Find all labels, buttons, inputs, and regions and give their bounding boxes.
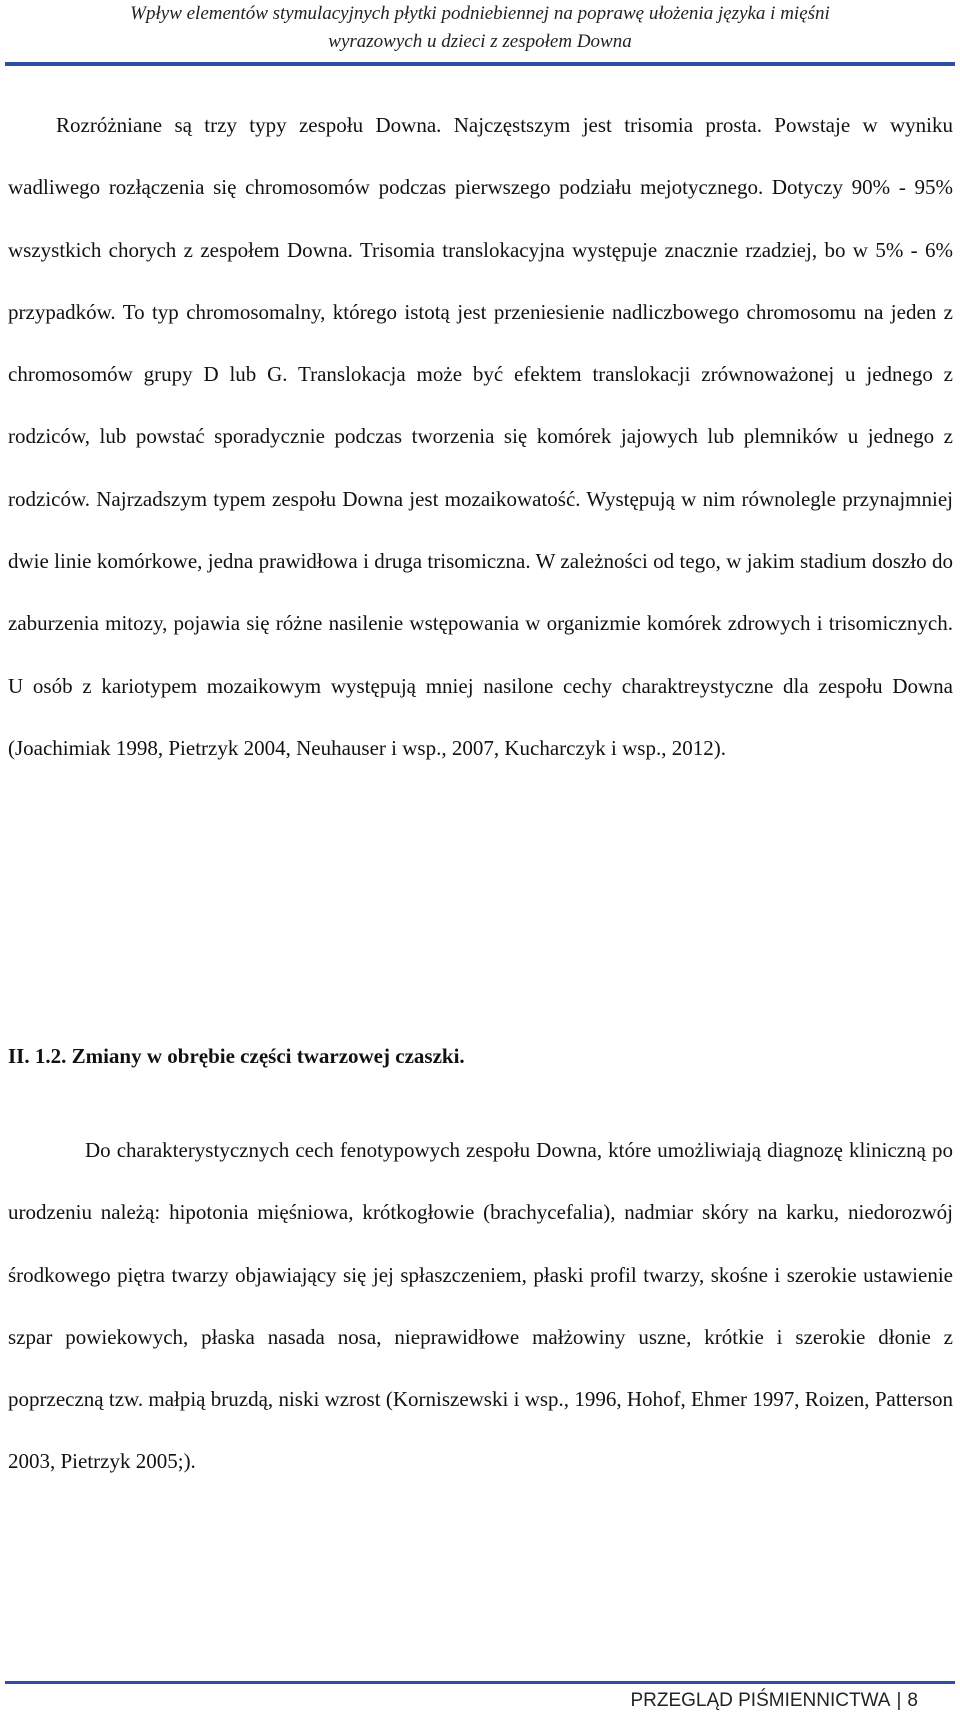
page-number: 8	[907, 1690, 918, 1711]
paragraph-1: Rozróżniane są trzy typy zespołu Downa. Najczęstszym jest trisomia prosta. Powstaje w wyniku wadliwego rozłączenia się chromosomów podczas pierwszego podziału mejotycznego. Dotyczy 90% - 95% wszystkich chorych z zespołem Downa. Trisomia translokacyjna występuje znacznie rzadziej, bo w 5% - 6% przypadków. To typ chromosomalny, którego istotą jest przeniesienie nadliczbowego chromosomu na jeden z chromosomów grupy D lub G. Translokacja może być efektem translokacji zrównoważonej u jednego z rodziców, lub powstać sporadycznie podczas tworzenia się komórek jajowych lub plemników u jednego z rodziców. Najrzadszym typem zespołu Downa jest mozaikowatość. Występują w nim równolegle przynajmniej dwie linie komórkowe, jedna prawidłowa i druga trisomiczna. W zależności od tego, w jakim stadium doszło do zaburzenia mitozy, pojawia się różne nasilenie wstępowania w organizmie komórek zdrowych i trisomicznych. U osób z kariotypem mozaikowym występują mniej nasilone cechy charaktreystyczne dla zespołu Downa (Joachimiak 1998, Pietrzyk 2004, Neuhauser i wsp., 2007, Kucharczyk i wsp., 2012).	[8, 113, 953, 760]
header-line-1: Wpływ elementów stymulacyjnych płytki podniebiennej na poprawę ułożenia języka i mięśni	[130, 3, 830, 24]
header-line-2: wyrazowych u dzieci z zespołem Downa	[328, 31, 632, 52]
header-rule	[5, 62, 955, 66]
footer-rule	[5, 1681, 955, 1684]
footer-separator: |	[896, 1690, 902, 1711]
footer-section-title: PRZEGLĄD PIŚMIENNICTWA	[630, 1690, 891, 1711]
section-heading: II. 1.2. Zmiany w obrębie części twarzowej czaszki.	[8, 1044, 465, 1068]
running-header	[0, 0, 960, 56]
paragraph-2: Do charakterystycznych cech fenotypowych zespołu Downa, które umożliwiają diagnozę kliniczną po urodzeniu należą: hipotonia mięśniowa, krótkogłowie (brachycefalia), nadmiar skóry na karku, niedorozwój środkowego piętra twarzy objawiający się jej spłaszczeniem, płaski profil twarzy, skośne i szerokie ustawienie szpar powiekowych, płaska nasada nosa, nieprawidłowe małżowiny uszne, krótkie i szerokie dłonie z poprzeczną tzw. małpią bruzdą, niski wzrost (Korniszewski i wsp., 1996, Hohof, Ehmer 1997, Roizen, Patterson 2003, Pietrzyk 2005;).	[8, 1138, 953, 1474]
page-footer	[630, 1690, 918, 1712]
